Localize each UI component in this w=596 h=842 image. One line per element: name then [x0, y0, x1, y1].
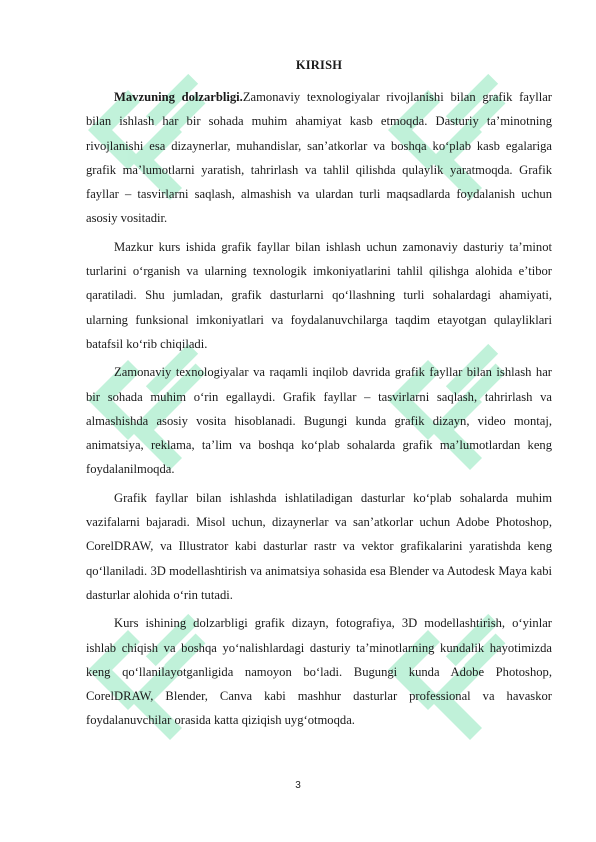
paragraph: [86, 235, 552, 356]
paragraph-text: Zamonaviy texnologiyalar rivojlanishi bilan grafik fayllar bilan ishlash har bir sohada muhim ahamiyat kasb etmoqda. Dasturiy ta’minotning rivojlanishi esa dizaynerlar, muhandislar, san’atkorlar va boshqa ko‘plab kasb egalariga grafik ma’lumotlarni yaratish, tahrirlash va tahlil qilishda qulaylik yaratmoqda. Grafik fayllar – tasvirlarni saqlash, almashish va ulardan turli maqsadlarda foydalanish uchun asosiy vositadir.: [86, 90, 552, 226]
section-title: KIRISH: [295, 58, 343, 72]
paragraph-text: Mazkur kurs ishida grafik fayllar bilan ishlash uchun zamonaviy dasturiy ta’minot turlarini o‘rganish va ularning texnologik imkoniyatlarini tahlil qilishga alohida e’tibor qaratiladi. Shu jumladan, grafik dasturlarni qo‘llashning turli sohalardagi ahamiyati, ularning funksional imkoniyatlari va foydalanuvchilarga taqdim etayotgan qulayliklari batafsil ko‘rib chiqiladi.: [86, 239, 552, 351]
paragraph-relevance: [86, 85, 552, 231]
document-body: [86, 58, 552, 737]
page-number: 3: [295, 780, 301, 791]
paragraph-text: Kurs ishining dolzarbligi grafik dizayn, fotografiya, 3D modellashtirish, o‘yinlar ishlab chiqish va boshqa yo‘nalishlardagi dasturiy ta’minotlarning kundalik hayotimizda keng qo‘llanilayotganligida namoyon bo‘ladi. Bugungi kunda Adobe Photoshop, CorelDRAW, Blender, Canva kabi mashhur dasturlar professional va havaskor foydalanuvchilar orasida katta qiziqish uyg‘otmoqda.: [86, 616, 552, 728]
paragraph: [86, 360, 552, 481]
paragraph-text: Grafik fayllar bilan ishlashda ishlatiladigan dasturlar ko‘plab sohalarda muhim vazifalarni bajaradi. Misol uchun, dizaynerlar va san’atkorlar uchun Adobe Photoshop, CorelDRAW, va Illustrator kabi dasturlar rastr va vektor grafikalarini yaratishda keng qo‘llaniladi. 3D modellashtirish va animatsiya sohasida esa Blender va Autodesk Maya kabi dasturlar alohida o‘rin tutadi.: [86, 490, 552, 602]
paragraph: [86, 611, 552, 732]
paragraph-text: Zamonaviy texnologiyalar va raqamli inqilob davrida grafik fayllar bilan ishlash har bir sohada muhim o‘rin egallaydi. Grafik fayllar – tasvirlarni saqlash, tahrirlash va almashishda asosiy vosita hisoblanadi. Bugungi kunda grafik dizayn, video montaj, animatsiya, reklama, ta’lim va boshqa ko‘plab sohalarda grafik ma’lumotlardan keng foydalanilmoqda.: [86, 365, 552, 477]
paragraph-lead: Mavzuning dolzarbligi.: [114, 90, 243, 104]
paragraph: [86, 486, 552, 607]
